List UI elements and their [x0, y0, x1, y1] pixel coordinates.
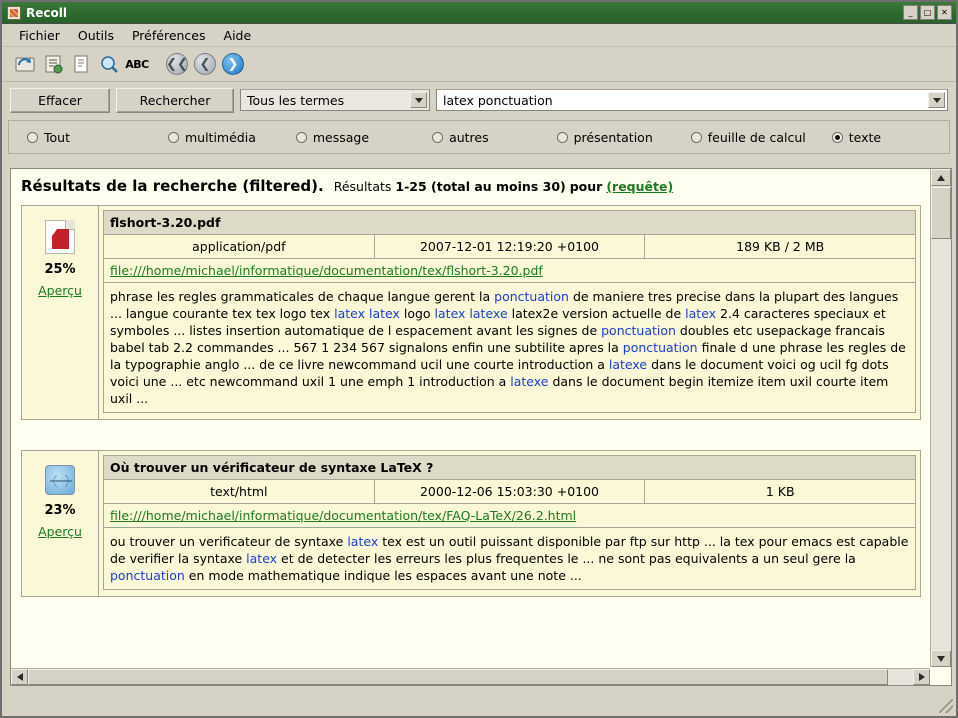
results-summary-prefix: Résultats — [333, 179, 392, 194]
results-range: 1-25 (total au moins 30) — [395, 179, 566, 194]
scroll-right-button[interactable] — [913, 669, 930, 685]
window-title: Recoll — [26, 5, 67, 20]
result-body — [99, 205, 921, 420]
scroll-thumb-vertical[interactable] — [931, 187, 951, 239]
snippet-highlight: latex — [347, 534, 379, 549]
result-size: 189 KB / 2 MB — [736, 239, 825, 254]
snippet-text: dans le document begin itemize item uxil courte item uxil ... — [110, 374, 889, 406]
category-autres[interactable] — [428, 130, 493, 145]
snippet-highlight: latex — [246, 551, 278, 566]
nav-first-icon[interactable]: ❮❮ — [164, 51, 190, 77]
result-size: 1 KB — [765, 484, 795, 499]
result-url-link[interactable]: file:///home/michael/informatique/documentation/tex/FAQ-LaTeX/26.2.html — [110, 508, 577, 523]
snippet-text: et de detecter les erreurs les plus frequentes le ... ne sont pas equivalents a un seul gere la — [277, 551, 856, 566]
snippet-text: latex2e version actuelle de — [507, 306, 686, 321]
maximize-button[interactable]: □ — [920, 5, 935, 20]
snippet-highlight: ponctuation — [601, 323, 676, 338]
category-feuille-de-calcul[interactable] — [687, 130, 810, 145]
search-bar — [2, 82, 956, 118]
result-body — [99, 450, 921, 597]
results-panel — [10, 168, 952, 686]
menu-outils[interactable]: Outils — [77, 27, 114, 43]
category-label: feuille de calcul — [707, 129, 806, 145]
scroll-up-button[interactable] — [931, 169, 951, 186]
snippet-highlight: ponctuation — [622, 340, 698, 355]
result-url-row — [103, 504, 916, 528]
result-item — [21, 205, 921, 420]
snippet-highlight: ponctuation — [494, 289, 569, 304]
snippet-text: 2.4 caracteres speciaux et symboles ... listes insertion automatique de l espacement avant les signes de — [110, 306, 886, 338]
result-mime: text/html — [104, 480, 375, 503]
result-date: 2007-12-01 12:19:20 +0100 — [375, 235, 646, 258]
snippet-highlight: latexe — [510, 374, 549, 389]
snippet-text: de maniere tres precise dans la plupart des langues ... langue courante tex tex logo tex — [110, 289, 899, 321]
result-meta-row — [103, 235, 916, 259]
preview-link[interactable]: Aperçu — [38, 524, 82, 539]
category-multimedia[interactable] — [164, 130, 260, 145]
menu-bar — [2, 24, 956, 47]
advanced-search-icon[interactable] — [96, 51, 122, 77]
results-list — [11, 169, 929, 667]
result-meta-row — [103, 480, 916, 504]
category-label: message — [312, 129, 370, 145]
nav-forward-icon[interactable]: ❯ — [220, 51, 246, 77]
nav-back-icon[interactable]: ❮ — [192, 51, 218, 77]
result-mime: application/pdf — [104, 235, 375, 258]
snippet-text: phrase les regles grammaticales de chaque langue gerent la — [110, 289, 495, 304]
result-snippet — [103, 528, 916, 590]
update-index-icon[interactable] — [12, 51, 38, 77]
search-mode-select[interactable] — [240, 89, 430, 111]
spelling-icon[interactable]: ABC — [125, 57, 149, 71]
result-score: 25% — [44, 262, 76, 277]
result-date: 2000-12-06 15:03:30 +0100 — [375, 480, 646, 503]
category-presentation[interactable] — [553, 130, 657, 145]
scroll-thumb-horizontal[interactable] — [28, 669, 888, 685]
result-item — [21, 450, 921, 597]
result-score: 23% — [44, 503, 76, 518]
category-label: texte — [848, 129, 882, 145]
results-summary-mid: pour — [569, 179, 603, 194]
category-label: multimédia — [184, 129, 256, 145]
results-horizontal-scrollbar[interactable] — [11, 668, 930, 685]
close-button[interactable]: ✕ — [937, 5, 952, 20]
html-file-icon — [45, 465, 75, 495]
result-sidebar — [21, 205, 99, 420]
results-vertical-scrollbar[interactable] — [930, 169, 951, 667]
radio-icon — [27, 132, 38, 143]
category-tout[interactable] — [23, 130, 74, 145]
snippet-text: dans le document voici og ucil fg dots voici une ... etc newcommand uxil 1 une emph 1 introduction a — [110, 357, 889, 389]
search-input[interactable] — [436, 89, 948, 111]
results-header — [21, 177, 921, 195]
result-url-row — [103, 259, 916, 283]
category-texte[interactable] — [828, 130, 885, 145]
chevron-down-icon[interactable] — [410, 92, 427, 108]
category-label: présentation — [573, 129, 653, 145]
results-heading: Résultats de la recherche (filtered). — [21, 177, 324, 195]
search-history-chevron-icon[interactable] — [928, 92, 945, 108]
results-summary — [334, 179, 673, 194]
radio-icon — [557, 132, 568, 143]
menu-fichier[interactable]: Fichier — [19, 27, 60, 43]
category-label: autres — [449, 129, 489, 145]
pdf-file-icon — [45, 220, 75, 254]
snippet-text: en mode mathematique indique les espaces avant une note ... — [184, 568, 582, 583]
radio-icon-selected — [832, 132, 843, 143]
menu-aide[interactable]: Aide — [223, 27, 252, 43]
result-sidebar — [21, 450, 99, 597]
app-icon — [7, 6, 21, 20]
snippet-highlight: latexe — [608, 357, 648, 372]
result-title[interactable]: Où trouver un vérificateur de syntaxe LaTeX ? — [103, 455, 916, 480]
radio-icon — [432, 132, 443, 143]
search-mode-value: Tous les termes — [247, 92, 345, 108]
category-label: Tout — [44, 129, 70, 145]
status-bar — [2, 690, 956, 716]
category-filter-bar — [8, 120, 950, 154]
snippet-highlight: latex latex — [334, 306, 400, 321]
resize-grip-icon[interactable] — [939, 699, 953, 713]
radio-icon — [168, 132, 179, 143]
scroll-left-button[interactable] — [11, 669, 28, 685]
title-bar — [2, 2, 956, 24]
scroll-down-button[interactable] — [931, 650, 951, 667]
minimize-button[interactable]: _ — [903, 5, 918, 20]
snippet-highlight: latex latexe — [434, 306, 508, 321]
search-button[interactable]: Rechercher — [116, 88, 234, 113]
window-controls — [903, 5, 952, 20]
tool-bar — [2, 47, 956, 82]
clear-button[interactable]: Effacer — [10, 88, 110, 113]
radio-icon — [691, 132, 702, 143]
query-link[interactable]: (requête) — [606, 179, 674, 194]
search-input-value: latex ponctuation — [443, 92, 553, 108]
result-url-link[interactable]: file:///home/michael/informatique/documentation/tex/flshort-3.20.pdf — [110, 263, 543, 278]
snippet-text: tex est un outil puissant disponible par ftp sur http ... la tex pour emacs est capable de verifier la syntaxe — [110, 534, 909, 566]
document-history-icon[interactable] — [68, 51, 94, 77]
radio-icon — [296, 132, 307, 143]
preview-link[interactable]: Aperçu — [38, 283, 82, 298]
result-title[interactable]: flshort-3.20.pdf — [103, 210, 916, 235]
snippet-highlight: ponctuation — [110, 568, 185, 583]
snippet-text: logo — [399, 306, 435, 321]
index-config-icon[interactable] — [40, 51, 66, 77]
snippet-text: finale d une phrase les regles de la typographie anglo ... de ce livre newcommand ucil une courte introduction a — [110, 340, 906, 372]
snippet-text: ou trouver un verificateur de syntaxe — [110, 534, 348, 549]
snippet-highlight: latex — [685, 306, 717, 321]
menu-preferences[interactable]: Préférences — [131, 27, 206, 43]
snippet-text: doubles etc usepackage francais babel tab 2.2 commandes ... 567 1 234 567 signalons enfin une subtilite apres la — [110, 323, 885, 355]
result-snippet — [103, 283, 916, 413]
category-message[interactable] — [292, 130, 373, 145]
